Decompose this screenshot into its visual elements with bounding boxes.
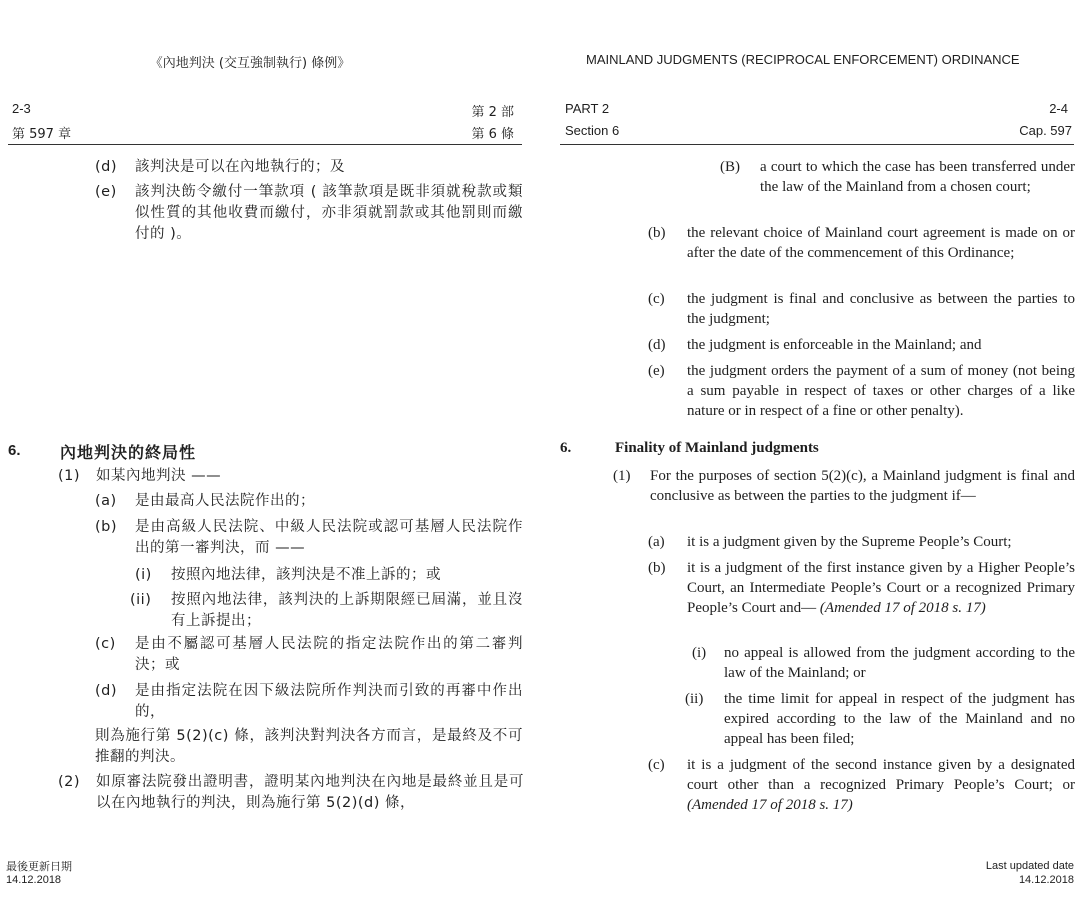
- section-title: 內地判決的終局性: [60, 443, 197, 462]
- item-label: (e): [95, 184, 117, 200]
- item-text: the judgment is enforceable in the Mainland; and: [687, 337, 982, 353]
- item-text: 該判決飭令繳付一筆款項 ( 該筆款項是既非須就稅款或類似性質的其他收費而繳付，亦非須就罰款或其他罰則而繳付的 )。: [135, 184, 523, 242]
- item-text: it is a judgment of the first instance given by a Higher People’s Court, an Intermediate People’s Court or a recognized Primary People’s Court and—: [687, 560, 1075, 616]
- item-label: (B): [720, 159, 740, 175]
- section-label: Section 6: [565, 123, 620, 138]
- subsection-1: [613, 466, 1075, 526]
- subsection-label: (1): [613, 468, 631, 484]
- item-label: (ii): [130, 592, 152, 608]
- item-b-ii: [130, 590, 525, 634]
- item-text: 是由指定法院在因下級法院所作判決而引致的再審中作出的，: [135, 683, 523, 720]
- top-item-B: [720, 157, 1075, 217]
- item-text: 按照內地法律，該判決的上訴期限經已屆滿，並且沒有上訴提出；: [171, 592, 523, 629]
- item-text: 該判決是可以在內地執行的；及: [135, 159, 345, 175]
- chapter-label: 第 597 章: [12, 127, 72, 142]
- item-label: (i): [692, 645, 707, 661]
- item-label: (d): [95, 159, 118, 175]
- subsection-text: 如原審法院發出證明書，證明某內地判決在內地是最終並且是可以在內地執行的判決，則為施行第 5(2)(d) 條，: [96, 774, 524, 811]
- item-label: (a): [95, 493, 117, 509]
- item-label: (d): [648, 337, 666, 353]
- item-text: it is a judgment given by the Supreme People’s Court;: [687, 534, 1012, 550]
- part-label: PART 2: [565, 101, 610, 116]
- item-text: a court to which the case has been transferred under the law of the Mainland from a chosen court;: [760, 159, 1075, 195]
- subsection-label: (2): [58, 774, 81, 790]
- item-text: the judgment is final and conclusive as between the parties to the judgment;: [687, 291, 1075, 327]
- chapter-label: Cap. 597: [1019, 123, 1072, 138]
- subsection-label: (1): [58, 468, 81, 484]
- item-label: (d): [95, 683, 118, 699]
- closing-paragraph: 則為施行第 5(2)(c) 條，該判決對判決各方而言，是最終及不可推翻的判決。: [95, 728, 523, 765]
- header-rule: [8, 144, 522, 145]
- item-text: 是由高級人民法院、中級人民法院或認可基層人民法院作出的第一審判決，而 ——: [135, 519, 523, 556]
- section-number: 6.: [560, 440, 572, 456]
- section-label: 第 6 條: [471, 127, 514, 142]
- section-title: Finality of Mainland judgments: [615, 440, 819, 456]
- item-label: (e): [648, 363, 665, 379]
- item-label: (c): [95, 636, 116, 652]
- item-d: [95, 681, 525, 725]
- item-text: 是由最高人民法院作出的；: [135, 493, 315, 509]
- item-b: [95, 517, 525, 561]
- subsection-2: [58, 772, 528, 816]
- item-b: [648, 558, 1075, 638]
- amendment-note: (Amended 17 of 2018 s. 17): [819, 600, 986, 616]
- item-b-i: [685, 643, 1075, 683]
- item-label: (ii): [685, 691, 704, 707]
- footer-date: 14.12.2018: [1018, 874, 1074, 886]
- footer-label: 最後更新日期: [6, 860, 72, 873]
- item-text: 按照內地法律，該判決是不准上訴的；或: [171, 567, 441, 583]
- item-label: (i): [135, 567, 152, 583]
- top-item-b: [648, 223, 1075, 283]
- section-number: 6.: [8, 442, 21, 459]
- running-head: MAINLAND JUDGMENTS (RECIPROCAL ENFORCEMENT) ORDINANCE: [586, 52, 1020, 67]
- item-c: [95, 634, 525, 678]
- item-label: (b): [648, 225, 666, 241]
- part-label: 第 2 部: [471, 105, 514, 120]
- item-text: the relevant choice of Mainland court agreement is made on or after the date of the commencement of this Ordinance;: [687, 225, 1075, 261]
- footer-label: Last updated date: [985, 860, 1074, 872]
- item-label: (c): [648, 757, 665, 773]
- item-label: (c): [648, 291, 665, 307]
- page-number: 2-3: [12, 101, 31, 116]
- item-text: it is a judgment of the second instance given by a designated court other than a recognized Primary People’s Court; or: [687, 757, 1075, 793]
- item-label: (b): [95, 519, 118, 535]
- item-label: (a): [648, 534, 665, 550]
- amendment-note: (Amended 17 of 2018 s. 17): [687, 797, 853, 813]
- top-item-e: [648, 361, 1075, 421]
- item-text: 是由不屬認可基層人民法院的指定法院作出的第二審判決；或: [135, 636, 523, 673]
- footer-date: 14.12.2018: [6, 874, 62, 886]
- top-item-e: [95, 182, 525, 248]
- item-text: no appeal is allowed from the judgment according to the law of the Mainland; or: [724, 645, 1075, 681]
- page-number: 2-4: [1049, 101, 1068, 116]
- item-label: (b): [648, 560, 666, 576]
- right-page: [540, 0, 1080, 907]
- item-text: the time limit for appeal in respect of the judgment has expired according to the law of the Mainland and no appeal has been filed;: [724, 691, 1075, 747]
- top-item-c: [648, 289, 1075, 329]
- item-b-ii: [685, 689, 1075, 749]
- item-text: the judgment orders the payment of a sum of money (not being a sum payable in respect of taxes or other charges of a like nature or in respect of a fine or other penalty).: [687, 363, 1075, 419]
- item-c: [648, 755, 1075, 815]
- running-head: 《內地判決 (交互強制執行) 條例》: [149, 56, 351, 71]
- header-rule: [560, 144, 1074, 145]
- subsection-intro: 如某內地判決 ——: [96, 468, 222, 484]
- subsection-intro: For the purposes of section 5(2)(c), a Mainland judgment is final and conclusive as between the parties to the judgment if—: [650, 468, 1075, 504]
